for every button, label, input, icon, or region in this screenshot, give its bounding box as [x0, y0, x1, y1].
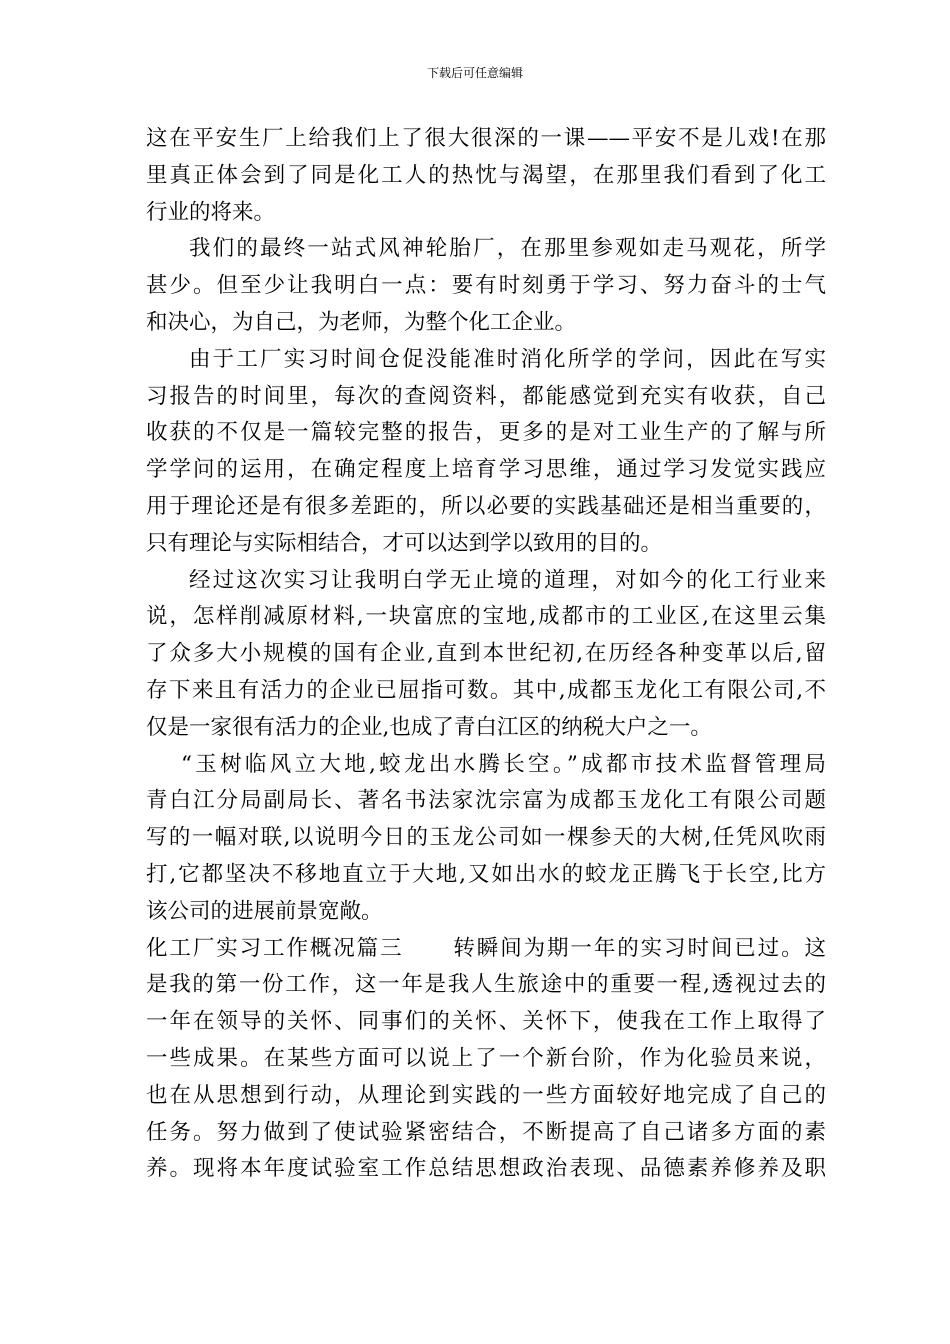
paragraph-block	[146, 967, 826, 1188]
text-line: 打,它都坚决不移地直立于大地,又如出水的蛟龙正腾飞于长空,比方	[146, 861, 826, 887]
text-line: 里真正体会到了同是化工人的热忱与渴望，在那里我们看到了化工	[146, 162, 826, 188]
text-line: 养。现将本年度试验室工作总结思想政治表现、品德素养修养及职	[146, 1156, 826, 1182]
section-title: 化工厂实习工作概况篇三	[146, 935, 404, 961]
page-header: 下载后可任意编辑	[426, 66, 523, 80]
text-line: 仅是一家很有活力的企业,也成了青白江区的纳税大户之一。	[146, 714, 712, 740]
paragraph-block	[146, 121, 826, 931]
text-line: 由于工厂实习时间仓促没能准时消化所学的学问，因此在写实	[189, 346, 826, 372]
text-line: 习报告的时间里，每次的查阅资料，都能感觉到充实有收获，自己	[146, 383, 826, 409]
text-line: 学学问的运用，在确定程度上培育学习思维，通过学习发觉实践应	[146, 457, 826, 483]
text-line: 青白江分局副局长、著名书法家沈宗富为成都玉龙化工有限公司题	[146, 788, 826, 814]
text-line: 是我的第一份工作，这一年是我人生旅途中的重要一程,透视过去的	[146, 972, 826, 998]
text-line: 这在平安生厂上给我们上了很大很深的一课——平安不是儿戏!在那	[146, 126, 826, 151]
text-line: 说，怎样削减原材料,一块富庶的宝地,成都市的工业区,在这里云集	[146, 604, 826, 630]
text-line: 甚少。但至少让我明白一点：要有时刻勇于学习、努力奋斗的士气	[146, 273, 826, 299]
text-line: 一些成果。在某些方面可以说上了一个新台阶，作为化验员来说，	[146, 1045, 826, 1071]
text-line: 存下来且有活力的企业已屈指可数。其中,成都玉龙化工有限公司,不	[146, 677, 826, 703]
text-line: 只有理论与实际相结合，才可以达到学以致用的目的。	[146, 530, 663, 556]
text-line: 收获的不仅是一篇较完整的报告，更多的是对工业生产的了解与所	[146, 420, 826, 446]
section-heading-line	[146, 931, 826, 968]
text-line: 任务。努力做到了使试验紧密结合，不断提高了自己诸多方面的素	[146, 1119, 826, 1145]
text-line: 经过这次实习让我明白学无止境的道理，对如今的化工行业来	[189, 567, 826, 593]
text-line: 用于理论还是有很多差距的，所以必要的实践基础还是相当重要的，	[146, 493, 826, 519]
text-line: 了众多大小规模的国有企业,直到本世纪初,在历经各种变革以后,留	[146, 641, 826, 667]
section-text: 转瞬间为期一年的实习时间已过。这	[451, 935, 826, 961]
document-body	[146, 121, 826, 1188]
text-line: 该公司的进展前景宽敞。	[146, 898, 383, 924]
text-line: 我们的最终一站式风神轮胎厂，在那里参观如走马观花，所学	[189, 236, 826, 262]
text-line: 行业的将来。	[146, 199, 276, 225]
text-line: 也在从思想到行动，从理论到实践的一些方面较好地完成了自己的	[146, 1082, 826, 1108]
text-line: 和决心，为自己，为老师，为整个化工企业。	[146, 309, 577, 335]
text-line: “玉树临风立大地,蛟龙出水腾长空。”成都市技术监督管理局	[181, 751, 826, 777]
text-line: 一年在领导的关怀、同事们的关怀、关怀下，使我在工作上取得了	[146, 1009, 826, 1035]
text-line: 写的一幅对联,以说明今日的玉龙公司如一棵参天的大树,任凭风吹雨	[146, 825, 826, 851]
